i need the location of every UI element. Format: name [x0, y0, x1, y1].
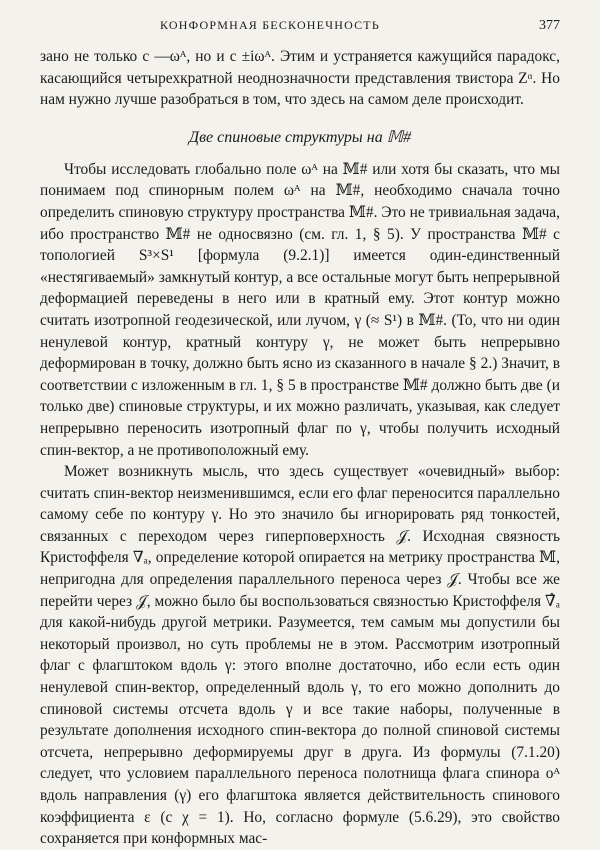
- paragraph-continued: зано не только с —ωᴬ, но и с ±iωᴬ. Этим и устраняется кажущийся парадокс, касающийся четырехкратной неоднозначности представления твистора Zᵅ. Но нам нужно лучше разобраться в том, что здесь на самом деле происходит.: [40, 48, 560, 109]
- section-heading: Две спиновые структуры на 𝕄#: [188, 128, 412, 146]
- running-head: [160, 18, 560, 34]
- page-number: 377: [539, 18, 560, 33]
- section-paragraph: Чтобы исследовать глобально поле ωᴬ на 𝕄# или хотя бы сказать, что мы понимаем под спинорным полем ωᴬ на 𝕄#, необходимо сначала точно определить спиновую структуру пространства 𝕄#. Это не тривиальная задача, ибо пространство 𝕄# не односвязно (см. гл. 1, § 5). У пространства 𝕄# с топологией S³×S¹ [формула (9.2.1)] имеется один-единственный «нестягиваемый» замкнутый контур, а все остальные могут быть непрерывной деформацией переведены в него или в кратный ему. Этот контур можно считать изотропной геодезической, или лучом, γ (≈ S¹) в 𝕄#. (То, что ни один ненулевой контур, кратный контуру γ, не может быть непрерывно деформирован в точку, должно быть ясно из сказанного в начале § 2.) Значит, в соответствии с изложенным в гл. 1, § 5 в пространстве 𝕄# должно быть две (и только две) спиновые структуры, и их можно различать, указывая, как следует непрерывно переносить изотропный флаг по γ, чтобы получить исходный спин-вектор, а не противоположный ему.: [40, 160, 560, 459]
- running-title: КОНФОРМНАЯ БЕСКОНЕЧНОСТЬ: [160, 18, 380, 32]
- section-paragraph: Может возникнуть мысль, что здесь существует «очевидный» выбор: считать спин-вектор неизменившимся, если его флаг переносится параллельно самому себе по контуру γ. Но это значило бы игнорировать ряд тонкостей, связанных с переходом через гиперповерхность 𝒥. Исходная связность Кристоффеля ∇ₐ, определение которой опирается на метрику пространства 𝕄, непригодна для определения параллельного переноса через 𝒥. Чтобы все же перейти через 𝒥, можно было бы воспользоваться связностью Кристоффеля ∇̂ₐ для какой-нибудь другой метрики. Разумеется, тем самым мы допустили бы некоторый произвол, но суть проблемы не в этом. Рассмотрим изотропный флаг с флагштоком вдоль γ: этого вполне достаточно, ибо если есть один ненулевой спин-вектор, определенный вдоль γ, то его можно дополнить до спиновой системы отсчета вдоль γ и все такие наборы, полученные в результате дополнения исходного спин-вектора до полной спиновой системы отсчета, непрерывно деформируемы друг в друга. Из формулы (7.1.20) следует, что условием параллельного переноса полотнища флага спинора oᴬ вдоль направления (γ) его флагштока является действительность спинового коэффициента ε (с χ = 1). Но, согласно формуле (5.6.29), это свойство сохраняется при конформных мас-: [40, 463, 560, 848]
